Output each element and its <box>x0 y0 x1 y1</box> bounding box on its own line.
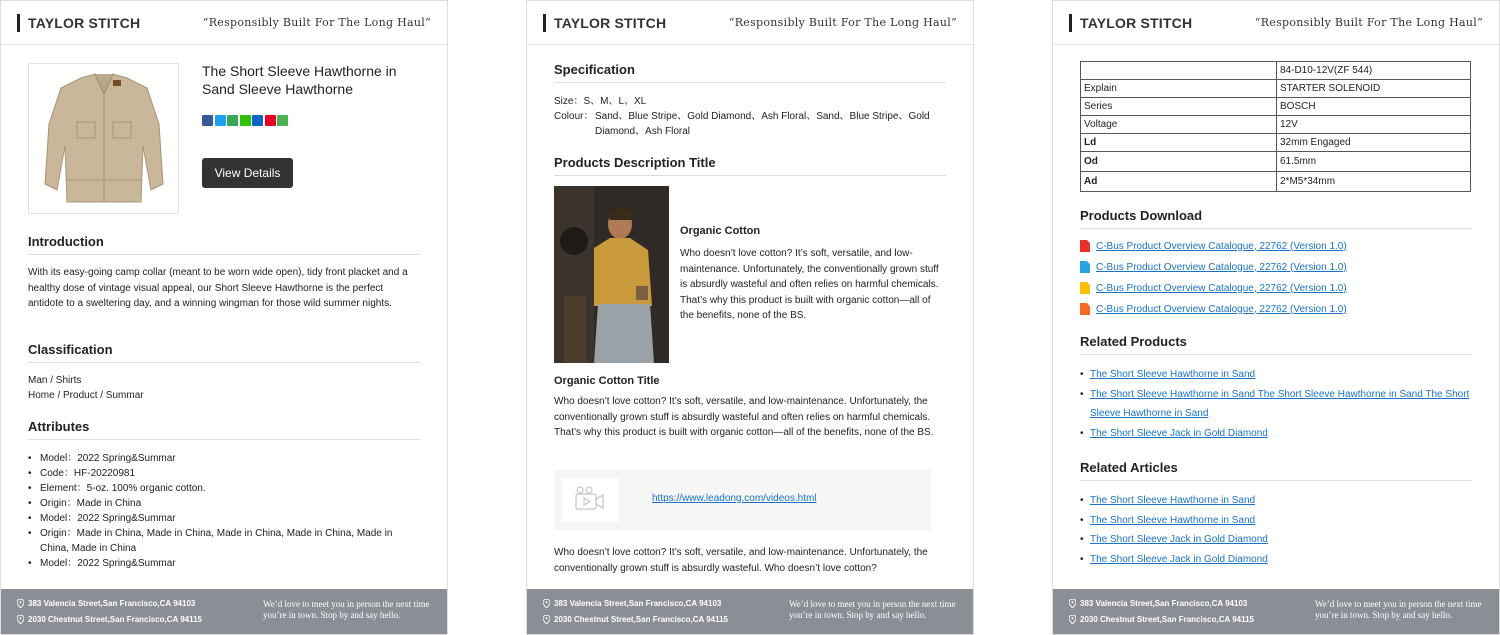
share-icons <box>202 115 288 126</box>
address-line <box>543 615 728 624</box>
facebook-icon[interactable] <box>202 115 213 126</box>
description-heading: Products Description Title <box>554 155 946 176</box>
spec-key: Series <box>1081 98 1277 116</box>
download-item[interactable] <box>1080 303 1347 315</box>
spec-value: 61.5mm <box>1277 152 1471 172</box>
footer-message: We’d love to meet you in person the next time you’re in town. Stop by and say hello. <box>789 599 956 620</box>
address-line <box>543 599 721 608</box>
list-item <box>1080 424 1472 444</box>
product-title[interactable]: The Short Sleeve Hawthorne in Sand Sleeve Hawthorne <box>202 63 397 97</box>
attribute-item: • Model：2022 Spring&Summar <box>28 556 420 571</box>
spec-key: Ad <box>1081 172 1277 192</box>
pinterest-icon[interactable] <box>265 115 276 126</box>
spec-row <box>1081 62 1471 80</box>
attribute-item: • Code：HF-20220981 <box>28 466 420 481</box>
colour-label: Colour： <box>554 111 594 122</box>
classification-line: Home / Product / Summar <box>28 390 144 401</box>
header <box>527 1 973 45</box>
address-text: 383 Valencia Street,San Francisco,CA 94103 <box>28 599 196 608</box>
location-pin-icon <box>17 599 24 608</box>
spec-key: Explain <box>1081 80 1277 98</box>
spec-row <box>1081 116 1471 134</box>
slogan: “Responsibly Built For The Long Haul” <box>202 16 431 29</box>
organic-cotton-text: Who doesn’t love cotton? It’s soft, versatile, and low-maintenance. Unfortunately, the conventionally grown stuff is absurdly wasteful and often relies on harmful chemicals. That’s why this product is built with organic cotton—all of the benefits, none of the BS. <box>680 248 939 321</box>
attributes-heading: Attributes <box>28 419 420 440</box>
header <box>1053 1 1499 45</box>
size-line: Size：S、M、L、XL <box>554 96 647 107</box>
introduction-heading: Introduction <box>28 234 420 255</box>
attribute-item: • Origin：Made in China, Made in China, Made in China, Made in China, Made in China, Made in China <box>28 526 420 556</box>
spec-row <box>1081 80 1471 98</box>
footer-message: We’d love to meet you in person the next time you’re in town. Stop by and say hello. <box>1315 599 1482 620</box>
doc-file-icon <box>1080 261 1090 273</box>
address-line <box>1069 615 1254 624</box>
product-image[interactable] <box>28 63 179 214</box>
related-product-link[interactable]: The Short Sleeve Hawthorne in Sand The Short Sleeve Hawthorne in Sand The Short Sleeve Hawthorne in Sand <box>1090 388 1470 419</box>
related-articles-list <box>1080 491 1472 569</box>
view-details-button[interactable]: View Details <box>202 158 293 188</box>
spec-key <box>1081 62 1277 80</box>
ppt-file-icon <box>1080 303 1090 315</box>
introduction-text: With its easy-going camp collar (meant to be worn wide open), tidy front placket and a healthy dose of vintage visual appeal, our Short Sleeve Hawthorne is the perfect antidote to a sweltering day, and a winning wingman for those wild summer nights. <box>28 267 408 309</box>
footer <box>527 589 974 634</box>
slogan: “Responsibly Built For The Long Haul” <box>1254 16 1483 29</box>
model-photo <box>554 186 669 363</box>
spec-row <box>1081 98 1471 116</box>
location-pin-icon <box>1069 599 1076 608</box>
spec-value: 32mm Engaged <box>1277 134 1471 152</box>
colour-values: Sand、Blue Stripe、Gold Diamond、Ash Floral、Sand、Blue Stripe、Gold Diamond、Ash Floral <box>595 111 930 137</box>
bottom-text: Who doesn’t love cotton? It’s soft, versatile, and low-maintenance. Unfortunately, the conventionally grown stuff is absurdly wasteful. Who doesn’t love cotton? <box>554 547 928 574</box>
download-item[interactable] <box>1080 261 1347 273</box>
attribute-item: • Origin：Made in China <box>28 496 420 511</box>
spec-table <box>1080 61 1471 192</box>
list-item <box>1080 511 1472 531</box>
list-item <box>1080 491 1472 511</box>
organic-cotton-title-text: Who doesn’t love cotton? It’s soft, versatile, and low-maintenance. Unfortunately, the conventionally grown stuff is absurdly wasteful and often relies on harmful chemicals. That’s why this product is built with organic cotton—all of the benefits, none of the BS. <box>554 396 934 438</box>
video-embed[interactable] <box>554 470 931 530</box>
zip-file-icon <box>1080 282 1090 294</box>
brand-logo[interactable]: TAYLOR STITCH <box>554 15 667 31</box>
location-pin-icon <box>543 599 550 608</box>
address-text: 2030 Chestnut Street,San Francisco,CA 94115 <box>28 615 202 624</box>
spec-value: 84-D10-12V(ZF 544) <box>1277 62 1471 80</box>
related-article-link[interactable]: The Short Sleeve Jack in Gold Diamond <box>1090 534 1268 545</box>
wechat-icon[interactable] <box>240 115 251 126</box>
weibo-icon[interactable] <box>227 115 238 126</box>
attribute-item: • Model：2022 Spring&Summar <box>28 451 420 466</box>
specification-heading: Specification <box>554 62 946 83</box>
list-item <box>1080 550 1472 570</box>
email-panel-product <box>0 0 448 635</box>
products-download-heading: Products Download <box>1080 208 1472 229</box>
linkedin-icon[interactable] <box>252 115 263 126</box>
download-item[interactable] <box>1080 282 1347 294</box>
address-text: 383 Valencia Street,San Francisco,CA 94103 <box>1080 599 1248 608</box>
attributes-list <box>28 451 420 571</box>
list-item <box>1080 530 1472 550</box>
download-link[interactable]: C-Bus Product Overview Catalogue, 22762 (Version 1.0) <box>1096 303 1347 315</box>
list-item <box>1080 385 1472 424</box>
related-article-link[interactable]: The Short Sleeve Hawthorne in Sand <box>1090 514 1256 526</box>
download-link[interactable]: C-Bus Product Overview Catalogue, 22762 (Version 1.0) <box>1096 282 1347 294</box>
download-item[interactable] <box>1080 240 1347 252</box>
brand-bar <box>543 14 546 32</box>
pdf-file-icon <box>1080 240 1090 252</box>
header <box>1 1 447 45</box>
slogan: “Responsibly Built For The Long Haul” <box>728 16 957 29</box>
spec-key: Voltage <box>1081 116 1277 134</box>
attribute-item: • Element：5-oz. 100% organic cotton. <box>28 481 420 496</box>
classification-heading: Classification <box>28 342 420 363</box>
location-pin-icon <box>17 615 24 624</box>
address-line <box>17 615 202 624</box>
video-link[interactable]: https://www.leadong.com/videos.html <box>652 493 817 504</box>
brand-bar <box>1069 14 1072 32</box>
spec-row <box>1081 172 1471 192</box>
address-line <box>17 599 195 608</box>
related-product-link[interactable]: The Short Sleeve Jack in Gold Diamond <box>1090 427 1268 439</box>
list-item <box>1080 365 1472 385</box>
spec-value: 2*M5*34mm <box>1277 172 1471 192</box>
related-products-list <box>1080 365 1472 443</box>
video-camera-icon <box>562 478 618 522</box>
classification-line: Man / Shirts <box>28 375 82 386</box>
address-text: 383 Valencia Street,San Francisco,CA 94103 <box>554 599 722 608</box>
organic-cotton-title-heading: Organic Cotton Title <box>554 375 660 387</box>
location-pin-icon <box>1069 615 1076 624</box>
footer <box>1053 589 1500 634</box>
related-product-link[interactable]: The Short Sleeve Hawthorne in Sand <box>1090 369 1256 380</box>
spec-key: Ld <box>1081 134 1277 152</box>
download-link[interactable]: C-Bus Product Overview Catalogue, 22762 (Version 1.0) <box>1096 240 1347 252</box>
organic-cotton-heading: Organic Cotton <box>680 225 761 237</box>
location-pin-icon <box>543 615 550 624</box>
address-text: 2030 Chestnut Street,San Francisco,CA 94115 <box>554 615 728 624</box>
email-panel-downloads <box>1052 0 1500 635</box>
spec-row <box>1081 152 1471 172</box>
spec-key: Od <box>1081 152 1277 172</box>
footer-message: We’d love to meet you in person the next time you’re in town. Stop by and say hello. <box>263 599 430 620</box>
spec-value: STARTER SOLENOID <box>1277 80 1471 98</box>
address-text: 2030 Chestnut Street,San Francisco,CA 94115 <box>1080 615 1254 624</box>
spec-row <box>1081 134 1471 152</box>
email-panel-description <box>526 0 974 635</box>
related-article-link[interactable]: The Short Sleeve Hawthorne in Sand <box>1090 495 1256 506</box>
related-products-heading: Related Products <box>1080 334 1472 355</box>
attribute-item: • Model：2022 Spring&Summar <box>28 511 420 526</box>
video-thumbnail[interactable] <box>562 478 618 522</box>
related-article-link[interactable]: The Short Sleeve Jack in Gold Diamond <box>1090 553 1268 565</box>
spec-value: BOSCH <box>1277 98 1471 116</box>
spec-value: 12V <box>1277 116 1471 134</box>
download-link[interactable]: C-Bus Product Overview Catalogue, 22762 (Version 1.0) <box>1096 261 1347 273</box>
brand-logo[interactable]: TAYLOR STITCH <box>1080 15 1193 31</box>
brand-logo[interactable]: TAYLOR STITCH <box>28 15 141 31</box>
address-line <box>1069 599 1247 608</box>
share-icon[interactable] <box>277 115 288 126</box>
footer <box>1 589 448 634</box>
twitter-icon[interactable] <box>215 115 226 126</box>
related-articles-heading: Related Articles <box>1080 460 1472 481</box>
brand-bar <box>17 14 20 32</box>
